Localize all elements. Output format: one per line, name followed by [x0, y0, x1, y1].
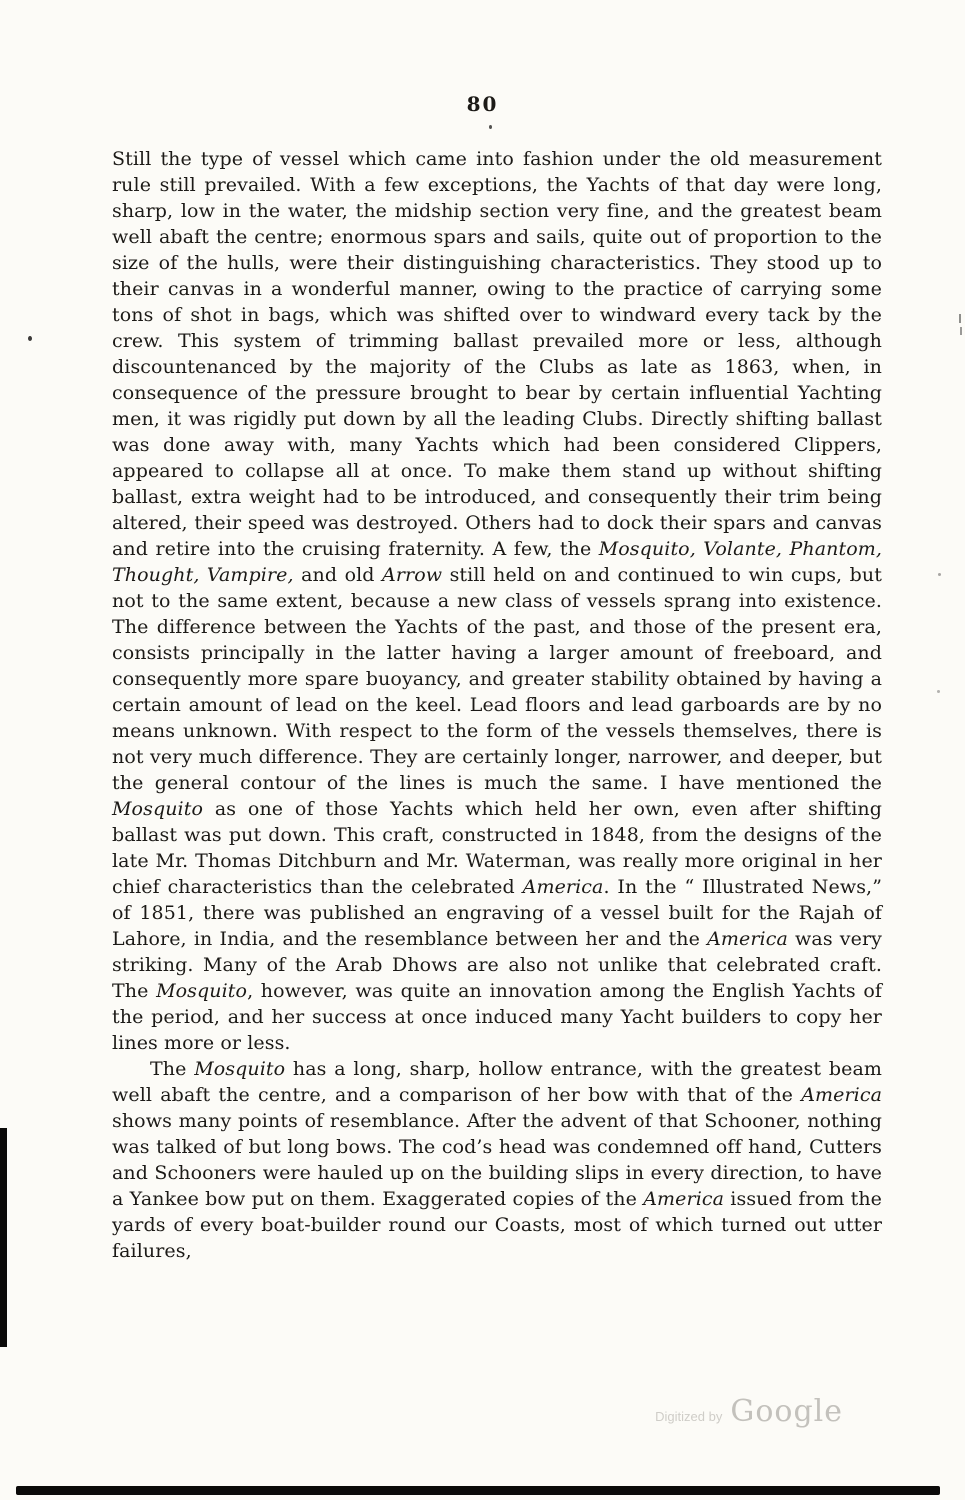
- italic-text-segment: Mosquito: [156, 980, 248, 1002]
- text-segment: Still the type of vessel which came into fashion under the old measurement rule still prevailed. With a few exceptions, the Yachts of that day were long, sharp, low in the water, the midship section very fine, and the greatest beam well abaft the centre; enormous spars and sails, quite out of proportion to the size of the hulls, were their distinguishing characteristics. They stood up to their canvas in a wonderful manner, owing to the practice of carrying some tons of shot in bags, which was shifted over to windward every tack by the crew. This system of trimming ballast prevailed more or less, although discountenanced by the majority of the Clubs as late as 1863, when, in consequence of the pressure brought to bear by certain influential Yachting men, it was rigidly put down by all the leading Clubs. Directly shifting ballast was done away with, many Yachts which had been considered Clippers, appeared to collapse all at once. To make them stand up without shifting ballast, extra weight had to be introduced, and consequently their trim being altered, their speed was destroyed. Others had to dock their spars and canvas and retire into the cruising fraternity. A few, the: [112, 148, 882, 560]
- italic-text-segment: Mosquito: [194, 1058, 286, 1080]
- paragraph: [112, 1056, 882, 1264]
- scan-artifact-edge-tick: [937, 690, 940, 693]
- scan-artifact-edge-tick: [938, 573, 941, 576]
- text-segment: shows many points of resemblance. After the advent of that Schooner, nothing was talked of but long bows. The cod’s head was condemned off hand, Cutters and Schooners were hauled up on the building slips in every direction, to have a Yankee bow put on them. Exaggerated copies of the: [112, 1110, 882, 1210]
- italic-text-segment: America: [707, 928, 788, 950]
- scan-artifact-edge-tick: [959, 314, 961, 323]
- text-segment: issued from the yards of every boat-builder round our Coasts, most of which turned out utter failures,: [112, 1188, 882, 1262]
- text-segment: , however, was quite an innovation among the English Yachts of the period, and her success at once induced many Yacht builders to copy her lines more or less.: [112, 980, 883, 1054]
- italic-text-segment: America: [522, 876, 604, 898]
- text-segment: was very striking. Many of the Arab Dhows are also not unlike that celebrated craft. The: [112, 928, 882, 1002]
- italic-text-segment: Mosquito, Volante, Phantom, Thought, Vampire,: [112, 538, 882, 586]
- text-segment: as one of those Yachts which held her own, even after shifting ballast was put down. This craft, constructed in 1848, from the designs of the late Mr. Thomas Ditchburn and Mr. Waterman, was really more original in her chief characteristics than the celebrated: [112, 798, 882, 898]
- italic-text-segment: Mosquito: [112, 798, 203, 820]
- text-segment: still held on and continued to win cups, but not to the same extent, because a new class of vessels sprang into existence. The difference between the Yachts of the past, and those of the present era, consists principally in the latter having a larger amount of freeboard, and consequently more spare buoyancy, and greater stability obtained by having a certain amount of lead on the keel. Lead floors and lead garboards are by no means unknown. With respect to the form of the vessels themselves, there is not very much difference. They are certainly longer, narrower, and deeper, but the general contour of the lines is much the same. I have mentioned the: [112, 564, 882, 794]
- scan-artifact-edge-tick: [960, 327, 962, 335]
- paragraph: [112, 146, 882, 1056]
- scan-artifact-bottom-bar: [16, 1486, 940, 1495]
- scan-artifact-speck: [28, 336, 32, 341]
- scan-artifact-speck: [489, 125, 492, 129]
- digitized-by-label: Digitized by: [655, 1409, 723, 1424]
- page-body-text: [112, 146, 882, 1264]
- italic-text-segment: America: [643, 1188, 725, 1210]
- digitization-watermark: [655, 1394, 843, 1429]
- text-segment: The: [150, 1058, 195, 1080]
- text-segment: has a long, sharp, hollow entrance, with the greatest beam well abaft the centre, and a comparison of her bow with that of the: [112, 1058, 882, 1106]
- scan-artifact-left-strip: [0, 1128, 7, 1347]
- italic-text-segment: Arrow: [382, 564, 443, 586]
- text-segment: . In the “ Illustrated News,” of 1851, there was published an engraving of a vessel built for the Rajah of Lahore, in India, and the resemblance between her and the: [112, 876, 883, 950]
- page-number: 80: [466, 92, 499, 116]
- text-segment: and old: [293, 564, 383, 586]
- google-watermark-logo: Google: [730, 1394, 843, 1429]
- italic-text-segment: America: [801, 1084, 882, 1106]
